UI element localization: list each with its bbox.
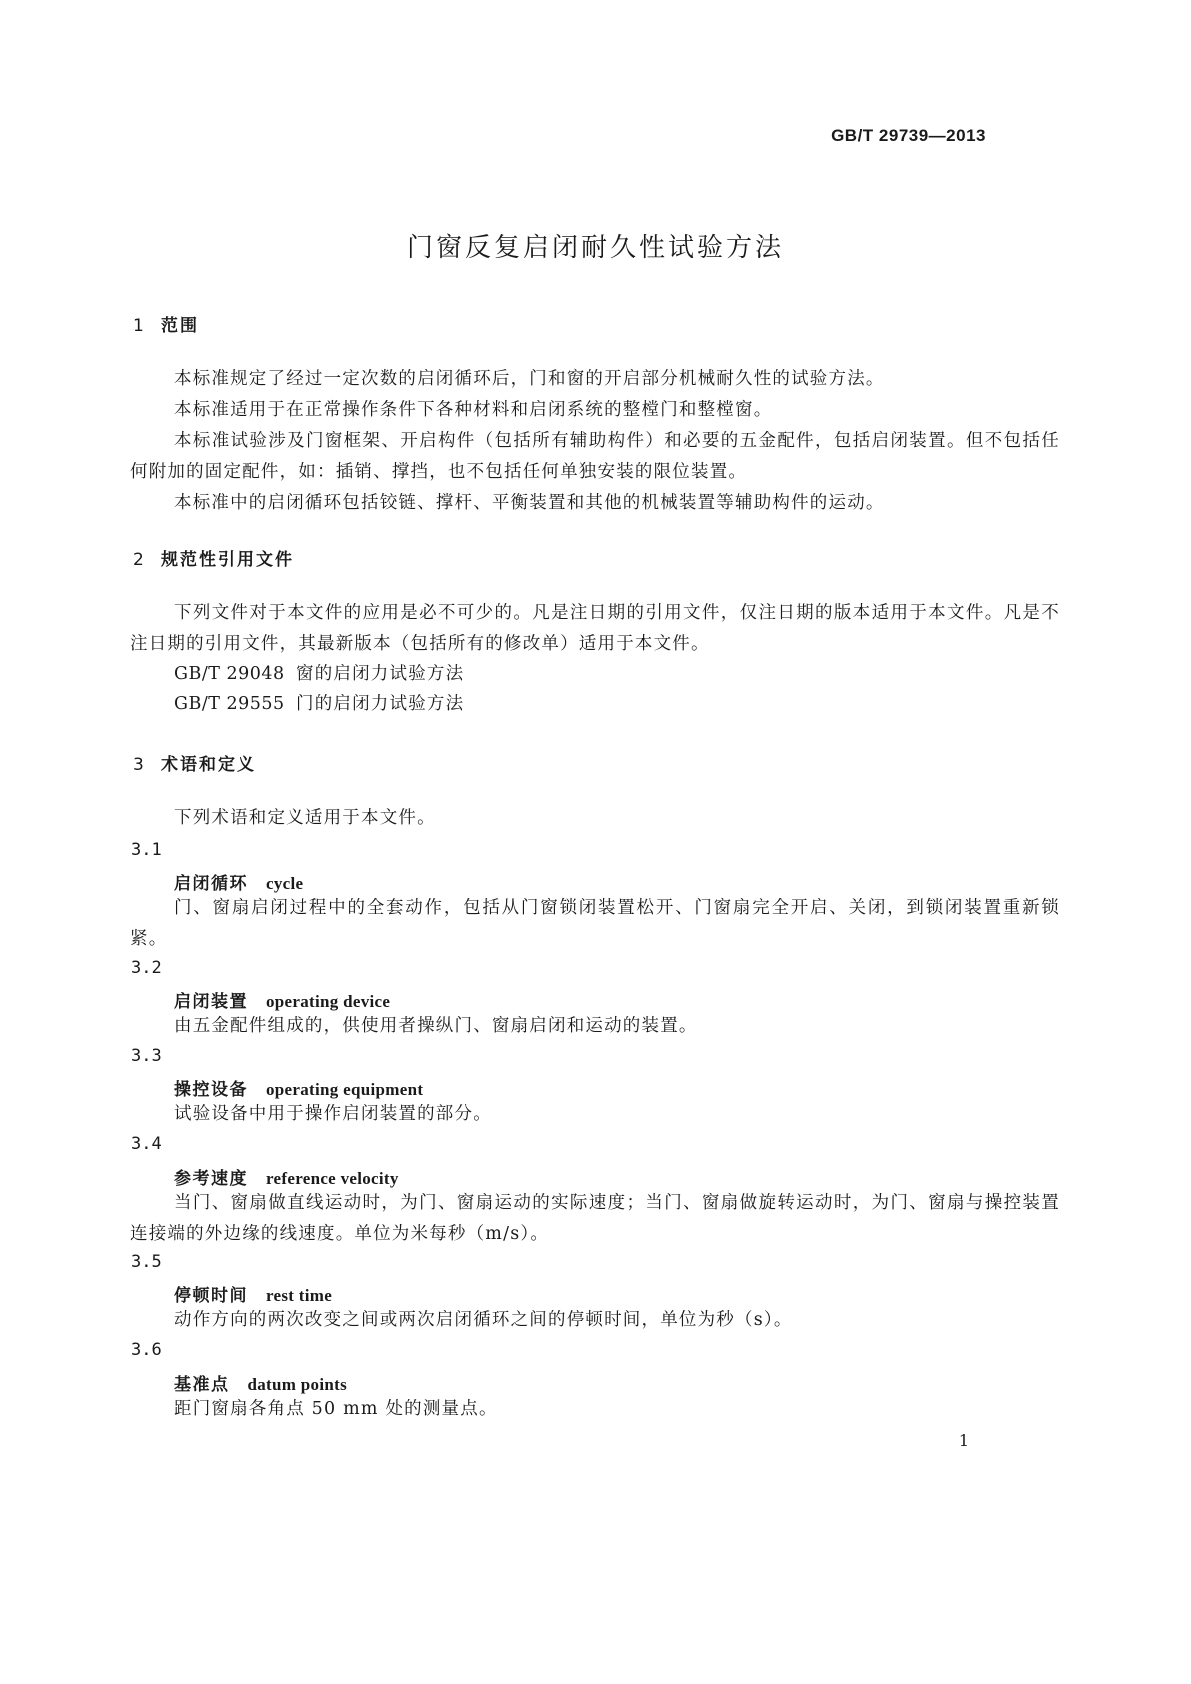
reference-title: 门的启闭力试验方法 xyxy=(296,694,465,714)
term-definition: 试验设备中用于操作启闭装置的部分。 xyxy=(174,1104,492,1124)
section-2-heading xyxy=(133,545,294,570)
section-number: 2 xyxy=(133,550,146,570)
term-number: 3.2 xyxy=(131,958,162,978)
section-title: 规范性引用文件 xyxy=(161,550,294,570)
term-zh: 基准点 xyxy=(174,1375,230,1395)
term-number: 3.6 xyxy=(131,1340,162,1360)
paragraph: 本标准试验涉及门窗框架、开启构件（包括所有辅助构件）和必要的五金配件，包括启闭装置。但不包括任何附加的固定配件，如：插销、撑挡，也不包括任何单独安装的限位装置。 xyxy=(130,431,1060,482)
section-3-heading xyxy=(133,750,256,775)
paragraph: 下列术语和定义适用于本文件。 xyxy=(174,808,436,828)
section-title: 术语和定义 xyxy=(161,755,256,775)
paragraph: 本标准规定了经过一定次数的启闭循环后，门和窗的开启部分机械耐久性的试验方法。 xyxy=(174,369,885,389)
paragraph: 本标准适用于在正常操作条件下各种材料和启闭系统的整樘门和整樘窗。 xyxy=(174,400,773,420)
term-zh: 启闭装置 xyxy=(174,992,248,1012)
term-definition: 动作方向的两次改变之间或两次启闭循环之间的停顿时间，单位为秒（s）。 xyxy=(174,1310,793,1330)
section-number: 1 xyxy=(133,316,146,336)
term-en: reference velocity xyxy=(266,1169,399,1188)
term-en: operating device xyxy=(266,992,391,1011)
term-number: 3.4 xyxy=(131,1134,162,1154)
term-en: cycle xyxy=(266,874,304,893)
term-zh: 操控设备 xyxy=(174,1080,248,1100)
reference-item xyxy=(174,660,464,685)
paragraph: 下列文件对于本文件的应用是必不可少的。凡是注日期的引用文件，仅注日期的版本适用于本文件。凡是不注日期的引用文件，其最新版本（包括所有的修改单）适用于本文件。 xyxy=(130,603,1060,654)
term-definition: 距门窗扇各角点 50 mm 处的测量点。 xyxy=(174,1399,498,1419)
term-definition: 门、窗扇启闭过程中的全套动作，包括从门窗锁闭装置松开、门窗扇完全开启、关闭，到锁闭装置重新锁紧。 xyxy=(130,898,1060,949)
term-entry xyxy=(174,1370,347,1395)
section-title: 范围 xyxy=(161,316,199,336)
term-number: 3.1 xyxy=(131,840,162,860)
document-title: 门窗反复启闭耐久性试验方法 xyxy=(406,233,784,263)
term-number: 3.3 xyxy=(131,1046,162,1066)
reference-code: GB/T 29048 xyxy=(174,664,285,684)
reference-title: 窗的启闭力试验方法 xyxy=(296,664,465,684)
term-entry xyxy=(174,1281,332,1306)
term-en: datum points xyxy=(247,1375,347,1394)
term-definition: 由五金配件组成的，供使用者操纵门、窗扇启闭和运动的装置。 xyxy=(174,1016,698,1036)
term-zh: 参考速度 xyxy=(174,1169,248,1189)
reference-item xyxy=(174,690,464,715)
paragraph: 本标准中的启闭循环包括铰链、撑杆、平衡装置和其他的机械装置等辅助构件的运动。 xyxy=(174,493,885,513)
term-entry xyxy=(174,1164,399,1189)
section-number: 3 xyxy=(133,755,146,775)
term-entry xyxy=(174,1075,423,1100)
reference-code: GB/T 29555 xyxy=(174,694,285,714)
term-entry xyxy=(174,869,303,894)
term-entry xyxy=(174,987,390,1012)
standard-code: GB/T 29739—2013 xyxy=(831,126,986,145)
term-en: rest time xyxy=(266,1286,333,1305)
term-zh: 启闭循环 xyxy=(174,874,248,894)
section-1-heading xyxy=(133,311,199,336)
term-zh: 停顿时间 xyxy=(174,1286,248,1306)
term-number: 3.5 xyxy=(131,1252,162,1272)
page-number: 1 xyxy=(958,1431,969,1450)
term-en: operating equipment xyxy=(266,1080,424,1099)
term-definition: 当门、窗扇做直线运动时，为门、窗扇运动的实际速度；当门、窗扇做旋转运动时，为门、窗扇与操控装置连接端的外边缘的线速度。单位为米每秒（m/s）。 xyxy=(130,1193,1060,1244)
